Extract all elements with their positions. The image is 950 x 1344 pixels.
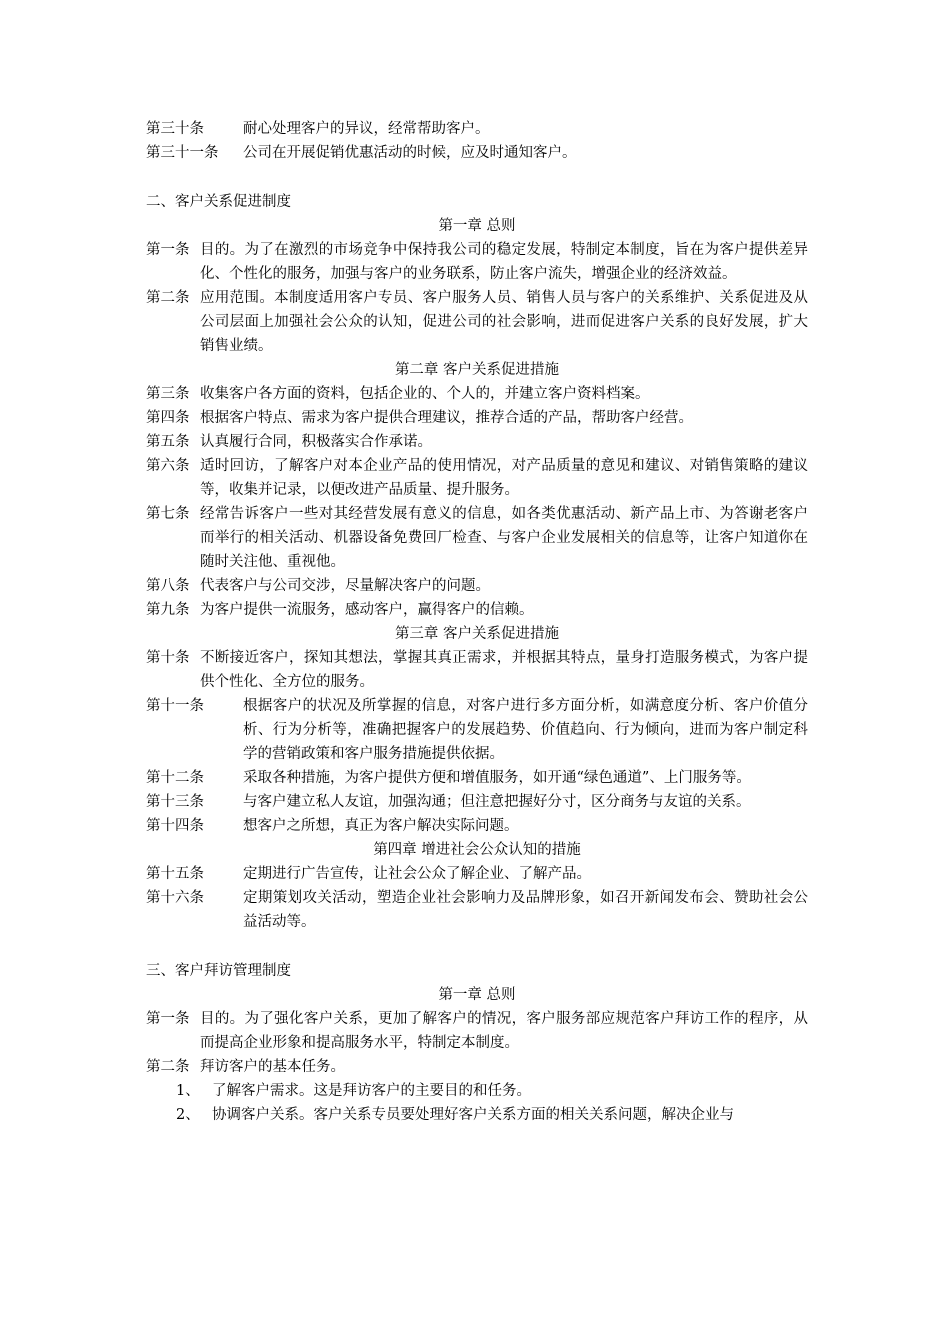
- article-text: 适时回访，了解客户对本企业产品的使用情况，对产品质量的意见和建议、对销售策略的建议等，收集并记录，以便改进产品质量、提升服务。: [200, 458, 808, 498]
- article-label: 第二条: [146, 290, 190, 306]
- article-label: 第六条: [146, 458, 190, 474]
- section-title: 二、客户关系促进制度: [146, 194, 291, 210]
- article: [146, 1007, 808, 1055]
- article-label: 第一条: [146, 1011, 190, 1027]
- article-label: 第十二条: [146, 770, 204, 786]
- article-label: 第二条: [146, 1059, 190, 1075]
- item-number: 2、: [176, 1107, 200, 1123]
- article-text: 定期进行广告宣传，让社会公众了解企业、了解产品。: [243, 866, 591, 882]
- article: [146, 454, 808, 502]
- chapter-heading: 第一章 总则: [438, 987, 516, 1003]
- article-text: 根据客户特点、需求为客户提供合理建议，推荐合适的产品，帮助客户经营。: [200, 410, 693, 426]
- article-text: 经常告诉客户一些对其经营发展有意义的信息，如各类优惠活动、新产品上市、为答谢老客户而举行的相关活动、机器设备免费回厂检查、与客户企业发展相关的信息等，让客户知道你在随时关注他、重视他。: [200, 506, 808, 570]
- chapter-heading: 第二章 客户关系促进措施: [394, 362, 560, 378]
- article-text: 耐心处理客户的异议，经常帮助客户。: [243, 121, 490, 137]
- article-text: 认真履行合同，积极落实合作承诺。: [200, 434, 432, 450]
- article-label: 第八条: [146, 578, 190, 594]
- article: [146, 502, 808, 574]
- article-label: 第一条: [146, 242, 190, 258]
- article-31: [146, 141, 808, 165]
- article-text: 根据客户的状况及所掌握的信息，对客户进行多方面分析，如满意度分析、客户价值分析、行为分析等，准确把握客户的发展趋势、价值趋向、行为倾向，进而为客户制定科学的营销政策和客户服务措施提供依据。: [243, 698, 808, 762]
- chapter-heading: 第四章 增进社会公众认知的措施: [373, 842, 581, 858]
- item-number: 1、: [176, 1083, 200, 1099]
- article-text: 与客户建立私人友谊，加强沟通；但注意把握好分寸，区分商务与友谊的关系。: [243, 794, 751, 810]
- article-text: 想客户之所想，真正为客户解决实际问题。: [243, 818, 519, 834]
- article-label: 第三十条: [146, 121, 204, 137]
- article-label: 第七条: [146, 506, 190, 522]
- article-label: 第十条: [146, 650, 190, 666]
- item-text: 了解客户需求。这是拜访客户的主要目的和任务。: [212, 1083, 531, 1099]
- article: [146, 286, 808, 358]
- article-label: 第十六条: [146, 890, 204, 906]
- article: [146, 766, 808, 790]
- chapter-heading: 第三章 客户关系促进措施: [394, 626, 560, 642]
- article: [146, 430, 808, 454]
- article: [146, 886, 808, 934]
- article-label: 第十五条: [146, 866, 204, 882]
- article-text: 定期策划攻关活动，塑造企业社会影响力及品牌形象，如召开新闻发布会、赞助社会公益活动等。: [243, 890, 808, 930]
- article-text: 应用范围。本制度适用客户专员、客户服务人员、销售人员与客户的关系维护、关系促进及从公司层面上加强社会公众的认知，促进公司的社会影响，进而促进客户关系的良好发展，扩大销售业绩。: [200, 290, 808, 354]
- item-text: 协调客户关系。客户关系专员要处理好客户关系方面的相关关系问题，解决企业与: [212, 1107, 734, 1123]
- article-30: [146, 117, 808, 141]
- article: [146, 814, 808, 838]
- article: [146, 790, 808, 814]
- article: [146, 382, 808, 406]
- article: [146, 1055, 808, 1079]
- article-label: 第三十一条: [146, 145, 219, 161]
- article-label: 第四条: [146, 410, 190, 426]
- article-label: 第五条: [146, 434, 190, 450]
- article-text: 目的。为了强化客户关系，更加了解客户的情况，客户服务部应规范客户拜访工作的程序，从而提高企业形象和提高服务水平，特制定本制度。: [200, 1011, 808, 1051]
- article-text: 公司在开展促销优惠活动的时候，应及时通知客户。: [243, 145, 577, 161]
- spacer: [146, 934, 808, 959]
- article: [146, 574, 808, 598]
- spacer: [146, 165, 808, 190]
- article-label: 第十三条: [146, 794, 204, 810]
- article-text: 采取各种措施，为客户提供方便和增值服务，如开通“绿色通道”、上门服务等。: [243, 770, 751, 786]
- numbered-item: [146, 1103, 808, 1127]
- article: [146, 862, 808, 886]
- article-text: 收集客户各方面的资料，包括企业的、个人的，并建立客户资料档案。: [200, 386, 650, 402]
- article-label: 第十四条: [146, 818, 204, 834]
- numbered-item: [146, 1079, 808, 1103]
- article: [146, 406, 808, 430]
- section-title: 三、客户拜访管理制度: [146, 963, 291, 979]
- article-text: 不断接近客户，探知其想法，掌握其真正需求，并根据其特点，量身打造服务模式，为客户提供个性化、全方位的服务。: [200, 650, 808, 690]
- article-text: 拜访客户的基本任务。: [200, 1059, 345, 1075]
- article-label: 第九条: [146, 602, 190, 618]
- article-label: 第十一条: [146, 698, 204, 714]
- article-text: 为客户提供一流服务，感动客户，赢得客户的信赖。: [200, 602, 534, 618]
- article-text: 代表客户与公司交涉，尽量解决客户的问题。: [200, 578, 490, 594]
- article: [146, 238, 808, 286]
- article: [146, 646, 808, 694]
- article: [146, 598, 808, 622]
- article: [146, 694, 808, 766]
- document-content: [146, 117, 808, 1127]
- article-label: 第三条: [146, 386, 190, 402]
- article-text: 目的。为了在激烈的市场竞争中保持我公司的稳定发展，特制定本制度，旨在为客户提供差异化、个性化的服务，加强与客户的业务联系，防止客户流失，增强企业的经济效益。: [200, 242, 808, 282]
- chapter-heading: 第一章 总则: [438, 218, 516, 234]
